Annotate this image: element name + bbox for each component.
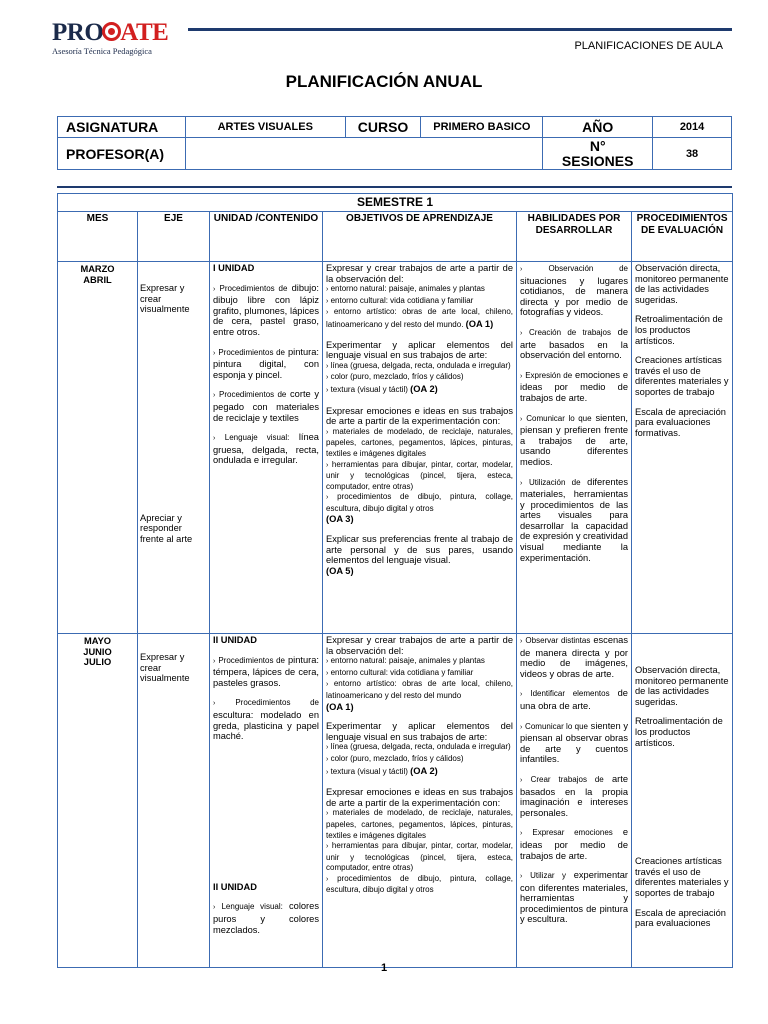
- habilidad-text: emociones e ideas por medio de trabajos de arte.: [520, 369, 629, 403]
- curso-label: CURSO: [345, 117, 421, 138]
- oa-tag: (OA 2): [410, 383, 438, 394]
- oa-item-text: color (puro, mezclado, fríos y cálidos): [330, 753, 464, 763]
- mes-abril: ABRIL: [83, 274, 112, 285]
- oa3-item: › procedimientos de dibujo, pintura, collage, escultura, dibujo digital y otros: [326, 873, 513, 895]
- unidad-item-text: corte y pegado con materiales de reciclaje y textiles: [213, 389, 320, 423]
- habilidad-key: Crear trabajos de: [530, 774, 604, 784]
- unidad-item-text: pintura: témpera, lápices de cera, pasteles grasos.: [213, 654, 319, 688]
- unidad-item-key: Lenguaje visual:: [221, 902, 283, 912]
- unidad-title: I UNIDAD: [213, 263, 255, 273]
- procedimiento-item: Retroalimentación de los productos artísticos.: [635, 314, 723, 346]
- habilidad-item: › Utilizar y experimentar con diferentes materiales, herramientas y procedimientos de pintura y escultura.: [520, 870, 628, 925]
- mes-julio: JULIO: [83, 657, 112, 668]
- unidad-item-key: Lenguaje visual:: [224, 433, 290, 443]
- unidad-cell: [210, 634, 323, 968]
- col-header-mes: MES: [58, 212, 138, 262]
- oa-item-text: procedimientos de dibujo, pintura, collage, escultura, dibujo digital y otros: [326, 492, 513, 513]
- habilidad-item: › Observar distintas escenas de manera directa y por medio de imágenes, videos y obras de arte.: [520, 635, 628, 679]
- sesiones-label-2: SESIONES: [561, 152, 634, 169]
- table-row-mayo-julio: [58, 634, 733, 968]
- oa1-item: › entorno natural: paisaje, animales y plantas: [326, 284, 485, 294]
- habilidad-item: › Comunicar lo que sienten y piensan al observar obras de arte y cuentos infantiles.: [520, 720, 628, 765]
- sesiones-value: 38: [653, 138, 732, 170]
- oa-tag: (OA 1): [326, 701, 354, 712]
- col-header-unidad: UNIDAD /CONTENIDO: [210, 212, 323, 262]
- unidad-item: › Procedimientos de escultura: modelado en greda, plasticina y papel maché.: [213, 698, 319, 742]
- oa-item-text: materiales de modelado, de reciclaje, naturales, papeles, cartones, pegamentos, lápices, pinturas, textiles e imágenes digitales: [326, 426, 513, 458]
- oa2-item: › textura (visual y táctil) (OA 2): [326, 383, 438, 394]
- habilidad-key: Expresión de: [525, 370, 573, 380]
- logo-text-ate: ATE: [120, 19, 169, 46]
- unidad-title-2: II UNIDAD: [213, 881, 257, 892]
- habilidad-text: situaciones y lugares cotidianos, de manera directa y por medio de fotografías y videos.: [520, 275, 628, 318]
- oa-item-text: herramientas para dibujar, pintar, cortar, modelar, unir y tecnológicas (pincel, tijera, esteca, computador, entre otras): [326, 459, 513, 491]
- page-title: PLANIFICACIÓN ANUAL: [285, 72, 483, 91]
- unidad-item: › Procedimientos de pintura: pintura digital, con esponja y pincel.: [213, 346, 319, 380]
- oa-tag: (OA 5): [326, 565, 354, 576]
- sesiones-label: [543, 138, 653, 170]
- habilidad-text: de arte basados en la observación del entorno.: [520, 326, 628, 361]
- oa3-item: › procedimientos de dibujo, pintura, collage, escultura, dibujo digital y otros: [326, 492, 513, 513]
- col-header-habilidades: HABILIDADES POR DESARROLLAR: [517, 212, 632, 262]
- page-header: [0, 0, 768, 70]
- proate-logo: [52, 20, 192, 64]
- profesor-label: PROFESOR(A): [58, 138, 186, 170]
- unidad-item-text: pintura: pintura digital, con esponja y pincel.: [213, 346, 319, 380]
- unidad-cell: [210, 262, 323, 634]
- eje-cell: [138, 262, 210, 634]
- mes-mayo: MAYO: [83, 636, 112, 646]
- habilidades-cell: [517, 634, 632, 968]
- oa3-item: › materiales de modelado, de reciclaje, naturales, papeles, cartones, pegamentos, lápices, pinturas, textiles e imágenes digitales: [326, 808, 513, 840]
- unidad-item-text: colores puros y colores mezclados.: [213, 901, 319, 935]
- habilidad-item: › Observación de situaciones y lugares cotidianos, de manera directa y por medio de fotografías y videos.: [520, 264, 628, 318]
- unidad-item-key: Procedimientos de: [235, 698, 319, 708]
- habilidad-text: de una obra de arte.: [520, 688, 628, 711]
- habilidad-text: experimentar con diferentes materiales, herramientas y procedimientos de pintura y escultura.: [520, 870, 628, 925]
- eje-apreciar: Apreciar y responder frente al arte: [140, 512, 193, 544]
- semester-header: SEMESTRE 1: [58, 194, 733, 212]
- unidad-title: II UNIDAD: [213, 635, 257, 645]
- oa-tag: (OA 2): [410, 765, 438, 776]
- habilidad-item: › Comunicar lo que sienten, piensan y prefieren frente a trabajos de arte, usando diferentes medios.: [520, 412, 628, 467]
- unidad-item: › Procedimientos de dibujo: dibujo libre con lápiz grafito, plumones, lápices de cera, pastel graso, entre otros.: [213, 282, 319, 337]
- col-header-procedimientos: PROCEDIMIENTOS DE EVALUACIÓN: [632, 212, 733, 262]
- oa-item-text: textura (visual y táctil): [330, 766, 408, 776]
- habilidades-cell: [517, 262, 632, 634]
- oa3-intro: Expresar emociones e ideas en sus trabajos de arte a partir de la experimentación con:: [326, 405, 513, 427]
- unidad-item: › Procedimientos de pintura: témpera, lápices de cera, pasteles grasos.: [213, 654, 319, 688]
- oa3-item: › herramientas para dibujar, pintar, cortar, modelar, unir y tecnológicas (pincel, tijera, esteca, computador, entre otras): [326, 841, 513, 873]
- unidad-item-key: Procedimientos de: [219, 390, 287, 400]
- objetivos-cell: [323, 634, 517, 968]
- mes-junio: JUNIO: [83, 646, 112, 657]
- habilidad-text: sienten y piensan al observar obras de arte y cuentos infantiles.: [520, 720, 628, 765]
- oa1-item: › entorno natural: paisaje, animales y plantas: [326, 656, 485, 666]
- procedimientos-cell: [632, 262, 733, 634]
- habilidad-key: Creación de trabajos: [529, 327, 611, 337]
- procedimiento-item: Escala de apreciación para evaluaciones: [635, 907, 726, 929]
- mes-cell: [58, 634, 138, 968]
- oa2-item: › línea (gruesa, delgada, recta, ondulada e irregular): [326, 360, 511, 370]
- oa-tag: (OA 3): [326, 514, 354, 525]
- oa1-intro: Expresar y crear trabajos de arte a partir de la observación del:: [326, 263, 513, 284]
- procedimiento-item: Observación directa, monitoreo permanente de las actividades sugeridas.: [635, 665, 729, 707]
- habilidad-item: › Utilización de diferentes materiales, herramientas y procedimientos de las artes visuales para desarrollar la capacidad de expresión y creatividad visual mediante la experimentación.: [520, 476, 629, 563]
- oa-item-text: herramientas para dibujar, pintar, cortar, modelar, unir y tecnológicas (pincel, tijera, esteca, computador, entre otras): [326, 841, 513, 873]
- header-title: PLANIFICACIONES DE AULA: [574, 40, 723, 52]
- sesiones-label-1: N°: [589, 137, 606, 154]
- habilidad-key: Comunicar lo que: [525, 721, 588, 731]
- oa-item-text: color (puro, mezclado, fríos y cálidos): [330, 372, 464, 382]
- oa-item-text: entorno artístico: obras de arte local, chileno, latinoamericano y del resto del mundo: [326, 679, 513, 700]
- oa1-item: › entorno artístico: obras de arte local, chileno, latinoamericano y del resto del mundo. (OA 1): [326, 307, 513, 329]
- oa3-item: › herramientas para dibujar, pintar, cortar, modelar, unir y tecnológicas (pincel, tijera, esteca, computador, entre otras): [326, 459, 513, 491]
- unidad-item-key: Procedimientos de: [219, 283, 288, 293]
- oa-item-text: línea (gruesa, delgada, recta, ondulada e irregular): [330, 360, 511, 370]
- oa-item-text: materiales de modelado, de reciclaje, naturales, papeles, cartones, pegamentos, lápices, pinturas, textiles e imágenes digitales: [326, 808, 513, 840]
- target-icon: [102, 22, 121, 41]
- oa-item-text: entorno cultural: vida cotidiana y familiar: [330, 667, 474, 677]
- procedimiento-item: Escala de apreciación para evaluaciones formativas.: [635, 406, 726, 438]
- oa2-item: › color (puro, mezclado, fríos y cálidos): [326, 753, 464, 763]
- planning-table: [57, 193, 733, 968]
- oa2-item: › textura (visual y táctil) (OA 2): [326, 765, 438, 776]
- oa1-item: › entorno cultural: vida cotidiana y familiar: [326, 295, 474, 305]
- habilidad-text: diferentes materiales, herramientas y procedimientos de las artes visuales para desarrollar la capacidad de expresión y creatividad visual mediante la experimentación.: [520, 476, 629, 563]
- profesor-value: [185, 138, 542, 170]
- header-divider: [188, 28, 732, 31]
- procedimiento-item: Retroalimentación de los productos artísticos.: [635, 716, 723, 748]
- habilidad-key: Utilización de: [528, 477, 581, 487]
- oa1-item: › entorno cultural: vida cotidiana y familiar: [326, 667, 474, 677]
- habilidad-item: › Creación de trabajos de arte basados en la observación del entorno.: [520, 326, 628, 361]
- asignatura-value: ARTES VISUALES: [185, 117, 345, 138]
- asignatura-label: ASIGNATURA: [58, 117, 186, 138]
- unidad-item: › Lenguaje visual: línea gruesa, delgada, recta, ondulada e irregular.: [213, 432, 319, 466]
- col-header-eje: EJE: [138, 212, 210, 262]
- oa5-text: Explicar sus preferencias frente al trabajo de arte personal y de sus pares, usando elementos del lenguaje visual.: [326, 534, 513, 566]
- table-top-rule: [57, 186, 732, 188]
- procedimiento-item: Observación directa, monitoreo permanente de las actividades sugeridas.: [635, 263, 729, 305]
- unidad-item: › Procedimientos de corte y pegado con materiales de reciclaje y textiles: [213, 389, 320, 423]
- oa-item-text: procedimientos de dibujo, pintura, collage, escultura, dibujo digital y otros: [326, 873, 513, 895]
- page-number: 1: [380, 962, 388, 974]
- habilidad-key: Identificar elementos: [530, 689, 610, 699]
- unidad-item: › Lenguaje visual: colores puros y colores mezclados.: [213, 901, 319, 935]
- habilidad-item: › Expresión de emociones e ideas por medio de trabajos de arte.: [520, 369, 629, 403]
- oa-item-text: línea (gruesa, delgada, recta, ondulada e irregular): [330, 742, 511, 752]
- unidad-item-text: línea gruesa, delgada, recta, ondulada e irregular.: [213, 432, 319, 466]
- habilidad-item: › Expresar emociones e ideas por medio de trabajos de arte.: [520, 827, 628, 861]
- unidad-item-key: Procedimientos de: [218, 655, 285, 665]
- ano-value: 2014: [653, 117, 732, 138]
- table-row-marzo-abril: [58, 262, 733, 634]
- habilidad-item: › Crear trabajos de arte basados en la propia imaginación e intereses personales.: [520, 773, 628, 818]
- oa2-intro: Experimentar y aplicar elementos del lenguaje visual en sus trabajos de arte:: [326, 339, 513, 361]
- objetivos-cell: [323, 262, 517, 634]
- info-table: [57, 116, 732, 170]
- ano-label: AÑO: [543, 117, 653, 138]
- col-header-objetivos: OBJETIVOS DE APRENDIZAJE: [323, 212, 517, 262]
- habilidad-key: Observar distintas: [525, 636, 591, 645]
- oa-item-text: entorno natural: paisaje, animales y plantas: [330, 284, 485, 294]
- habilidad-text: sienten, piensan y prefieren frente a trabajos de arte, usando diferentes medios.: [520, 412, 628, 467]
- mes-marzo: MARZO: [80, 264, 115, 274]
- eje-cell: [138, 634, 210, 968]
- habilidad-text: e ideas por medio de trabajos de arte.: [520, 827, 628, 861]
- curso-value: PRIMERO BASICO: [421, 117, 543, 138]
- oa1-item: › entorno artístico: obras de arte local, chileno, latinoamericano y del resto del mundo: [326, 679, 513, 700]
- oa-item-text: entorno artístico: obras de arte local, chileno, latinoamericano y del resto del mundo.: [326, 307, 513, 329]
- column-headers: [58, 212, 733, 262]
- habilidad-key: Utilizar y: [530, 871, 566, 881]
- unidad-item-key: Procedimientos de: [218, 347, 285, 357]
- oa3-item: › materiales de modelado, de reciclaje, naturales, papeles, cartones, pegamentos, lápices, pinturas, textiles e imágenes digitales: [326, 426, 513, 458]
- habilidad-key: Expresar emociones: [532, 828, 613, 838]
- procedimiento-item: Creaciones artísticas través el uso de diferentes materiales y soportes de trabajo: [635, 856, 729, 898]
- habilidad-key: Observación de: [548, 264, 628, 273]
- eje-expresar: Expresar y crear visualmente: [140, 652, 190, 684]
- logo-subtitle: Asesoría Técnica Pedagógica: [52, 46, 152, 56]
- habilidad-item: › Identificar elementos de una obra de arte.: [520, 688, 628, 711]
- oa-item-text: entorno natural: paisaje, animales y plantas: [330, 656, 485, 666]
- unidad-item-text: dibujo: dibujo libre con lápiz grafito, plumones, lápices de cera, pastel graso, entre otros.: [213, 282, 319, 337]
- logo-text-pro: PRO: [52, 19, 104, 46]
- oa2-intro: Experimentar y aplicar elementos del lenguaje visual en sus trabajos de arte:: [326, 721, 513, 742]
- mes-cell: [58, 262, 138, 634]
- oa2-item: › color (puro, mezclado, fríos y cálidos): [326, 372, 464, 382]
- oa-item-text: textura (visual y táctil): [330, 384, 408, 394]
- eje-expresar: Expresar y crear visualmente: [140, 283, 190, 315]
- oa1-intro: Expresar y crear trabajos de arte a partir de la observación del:: [326, 635, 513, 656]
- oa2-item: › línea (gruesa, delgada, recta, ondulada e irregular): [326, 742, 511, 752]
- oa3-intro: Expresar emociones e ideas en sus trabajos de arte a partir de la experimentación con:: [326, 787, 513, 808]
- habilidad-text: arte basados en la propia imaginación e intereses personales.: [520, 773, 628, 818]
- unidad-item-text: escultura: modelado en greda, plasticina y papel maché.: [213, 709, 319, 742]
- habilidad-key: Comunicar lo que: [526, 413, 592, 423]
- procedimiento-item: Creaciones artísticas través el uso de diferentes materiales y soportes de trabajo: [635, 355, 729, 397]
- procedimientos-cell: [632, 634, 733, 968]
- oa-tag: (OA 1): [465, 318, 494, 329]
- oa-item-text: entorno cultural: vida cotidiana y familiar: [330, 295, 474, 305]
- habilidad-text: escenas de manera directa y por medio de imágenes, videos y obras de arte.: [520, 635, 628, 679]
